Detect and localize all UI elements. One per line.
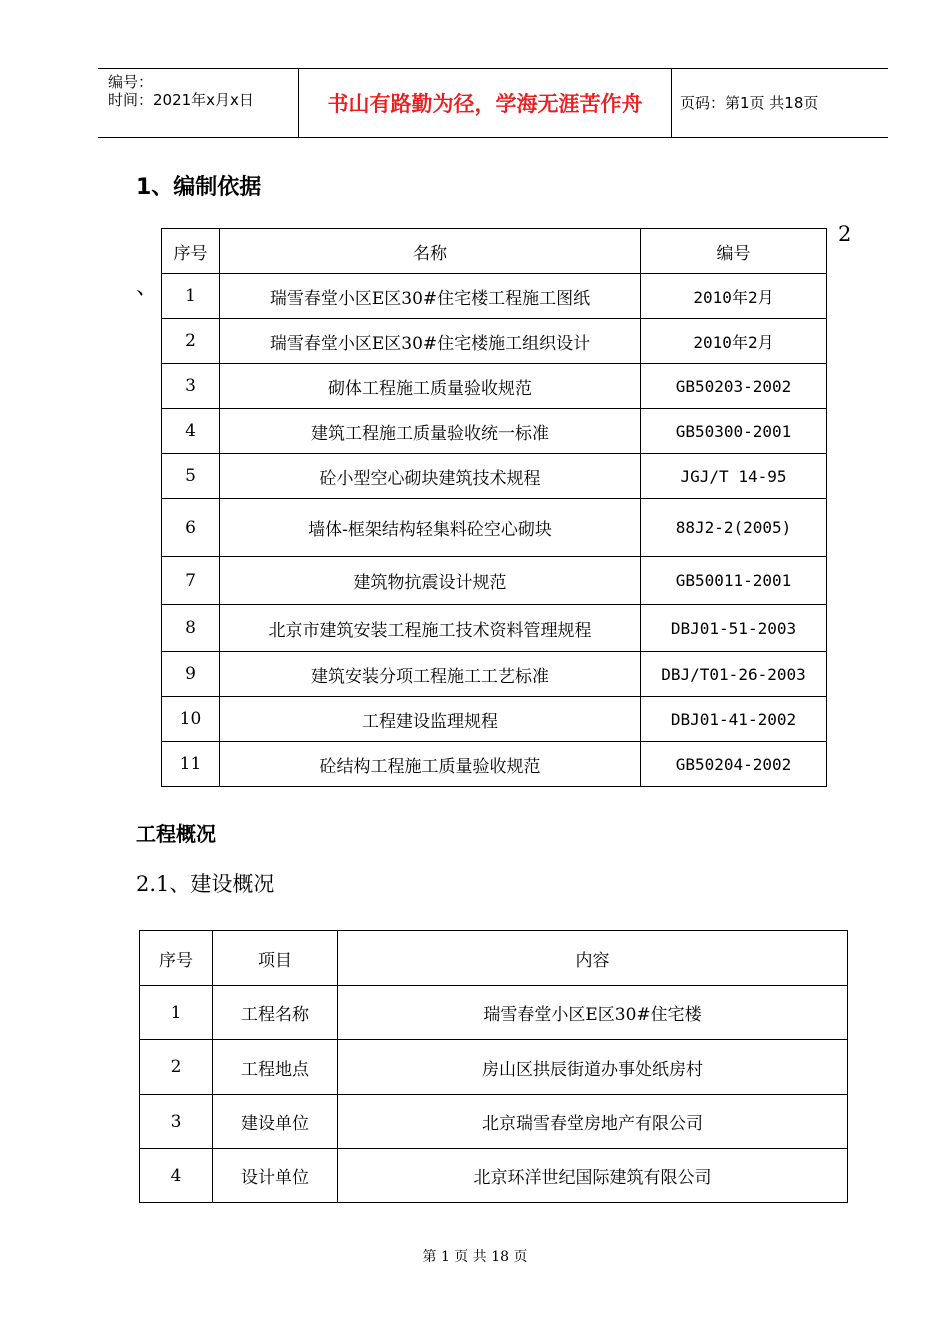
header-page-info: 页码：第1页 共18页 bbox=[680, 94, 819, 112]
table-cell: GB50011-2001 bbox=[641, 557, 827, 605]
table-row bbox=[140, 1040, 848, 1095]
stray-heading-comma: 、 bbox=[136, 275, 159, 300]
table-row bbox=[162, 274, 827, 319]
table-cell: 4 bbox=[140, 1149, 213, 1203]
table-cell: 4 bbox=[162, 409, 220, 454]
table-cell: 1 bbox=[140, 986, 213, 1040]
table-row bbox=[162, 742, 827, 787]
table-cell: 工程地点 bbox=[213, 1040, 338, 1095]
table-cell: 设计单位 bbox=[213, 1149, 338, 1203]
table-cell: 9 bbox=[162, 652, 220, 697]
table-header-cell: 序号 bbox=[140, 931, 213, 986]
table-cell: 建筑物抗震设计规范 bbox=[220, 557, 641, 605]
table-cell: 建筑工程施工质量验收统一标准 bbox=[220, 409, 641, 454]
section-2-title: 工程概况 bbox=[136, 822, 216, 846]
table-cell: GB50204-2002 bbox=[641, 742, 827, 787]
table-header-row bbox=[140, 931, 848, 986]
table-row bbox=[162, 409, 827, 454]
table-cell: 房山区拱辰街道办事处纸房村 bbox=[338, 1040, 848, 1095]
page-footer: 第 1 页 共 18 页 bbox=[422, 1249, 528, 1265]
table-cell: 3 bbox=[140, 1095, 213, 1149]
table-cell: 8 bbox=[162, 605, 220, 652]
table-header-cell: 编号 bbox=[641, 229, 827, 274]
table-cell: 墙体-框架结构轻集料砼空心砌块 bbox=[220, 499, 641, 557]
table-cell: 2010年2月 bbox=[641, 319, 827, 364]
table-row bbox=[140, 986, 848, 1040]
table-cell: 10 bbox=[162, 697, 220, 742]
table-cell: 建筑安装分项工程施工工艺标准 bbox=[220, 652, 641, 697]
table-cell: 瑞雪春堂小区E区30#住宅楼工程施工图纸 bbox=[220, 274, 641, 319]
table-cell: 2 bbox=[140, 1040, 213, 1095]
table-cell: 3 bbox=[162, 364, 220, 409]
table-row bbox=[162, 319, 827, 364]
page-header bbox=[98, 68, 888, 138]
table-cell: DBJ/T01-26-2003 bbox=[641, 652, 827, 697]
table-cell: GB50203-2002 bbox=[641, 364, 827, 409]
table-cell: 瑞雪春堂小区E区30#住宅楼施工组织设计 bbox=[220, 319, 641, 364]
table-cell: 11 bbox=[162, 742, 220, 787]
table-cell: 5 bbox=[162, 454, 220, 499]
table-cell: 工程建设监理规程 bbox=[220, 697, 641, 742]
table-cell: 6 bbox=[162, 499, 220, 557]
table-row bbox=[140, 1095, 848, 1149]
table-cell: 2 bbox=[162, 319, 220, 364]
table-cell: 工程名称 bbox=[213, 986, 338, 1040]
table-cell: 88J2-2(2005) bbox=[641, 499, 827, 557]
table-cell: 北京市建筑安装工程施工技术资料管理规程 bbox=[220, 605, 641, 652]
table-header-cell: 内容 bbox=[338, 931, 848, 986]
table-row bbox=[162, 454, 827, 499]
table-cell: 砼结构工程施工质量验收规范 bbox=[220, 742, 641, 787]
table-row bbox=[162, 652, 827, 697]
table-cell: 建设单位 bbox=[213, 1095, 338, 1149]
table-header-cell: 项目 bbox=[213, 931, 338, 986]
header-meta-cell bbox=[98, 69, 299, 137]
table-cell: 7 bbox=[162, 557, 220, 605]
table-row bbox=[162, 364, 827, 409]
table-header-cell: 名称 bbox=[220, 229, 641, 274]
table-cell: 北京瑞雪春堂房地产有限公司 bbox=[338, 1095, 848, 1149]
basis-table bbox=[161, 228, 827, 787]
table-row bbox=[162, 605, 827, 652]
header-time-label: 时间：2021年x月x日 bbox=[108, 91, 254, 109]
table-header-cell: 序号 bbox=[162, 229, 220, 274]
header-number-label: 编号： bbox=[108, 73, 154, 91]
table-cell: 瑞雪春堂小区E区30#住宅楼 bbox=[338, 986, 848, 1040]
table-cell: DBJ01-51-2003 bbox=[641, 605, 827, 652]
stray-heading-number: 2 bbox=[838, 222, 852, 246]
table-row bbox=[162, 697, 827, 742]
header-motto-cell bbox=[299, 69, 672, 137]
header-page-cell bbox=[672, 69, 888, 137]
header-motto: 书山有路勤为径，学海无涯苦作舟 bbox=[327, 92, 643, 116]
section-2-1-title: 2.1、建设概况 bbox=[136, 872, 275, 896]
table-cell: 北京环洋世纪国际建筑有限公司 bbox=[338, 1149, 848, 1203]
table-cell: GB50300-2001 bbox=[641, 409, 827, 454]
table-cell: JGJ/T 14-95 bbox=[641, 454, 827, 499]
table-cell: 砌体工程施工质量验收规范 bbox=[220, 364, 641, 409]
table-cell: 1 bbox=[162, 274, 220, 319]
table-row bbox=[140, 1149, 848, 1203]
section-1-title: 1、编制依据 bbox=[136, 175, 262, 200]
table-row bbox=[162, 499, 827, 557]
table-cell: 2010年2月 bbox=[641, 274, 827, 319]
table-header-row bbox=[162, 229, 827, 274]
table-row bbox=[162, 557, 827, 605]
table-cell: DBJ01-41-2002 bbox=[641, 697, 827, 742]
overview-table bbox=[139, 930, 848, 1203]
table-cell: 砼小型空心砌块建筑技术规程 bbox=[220, 454, 641, 499]
